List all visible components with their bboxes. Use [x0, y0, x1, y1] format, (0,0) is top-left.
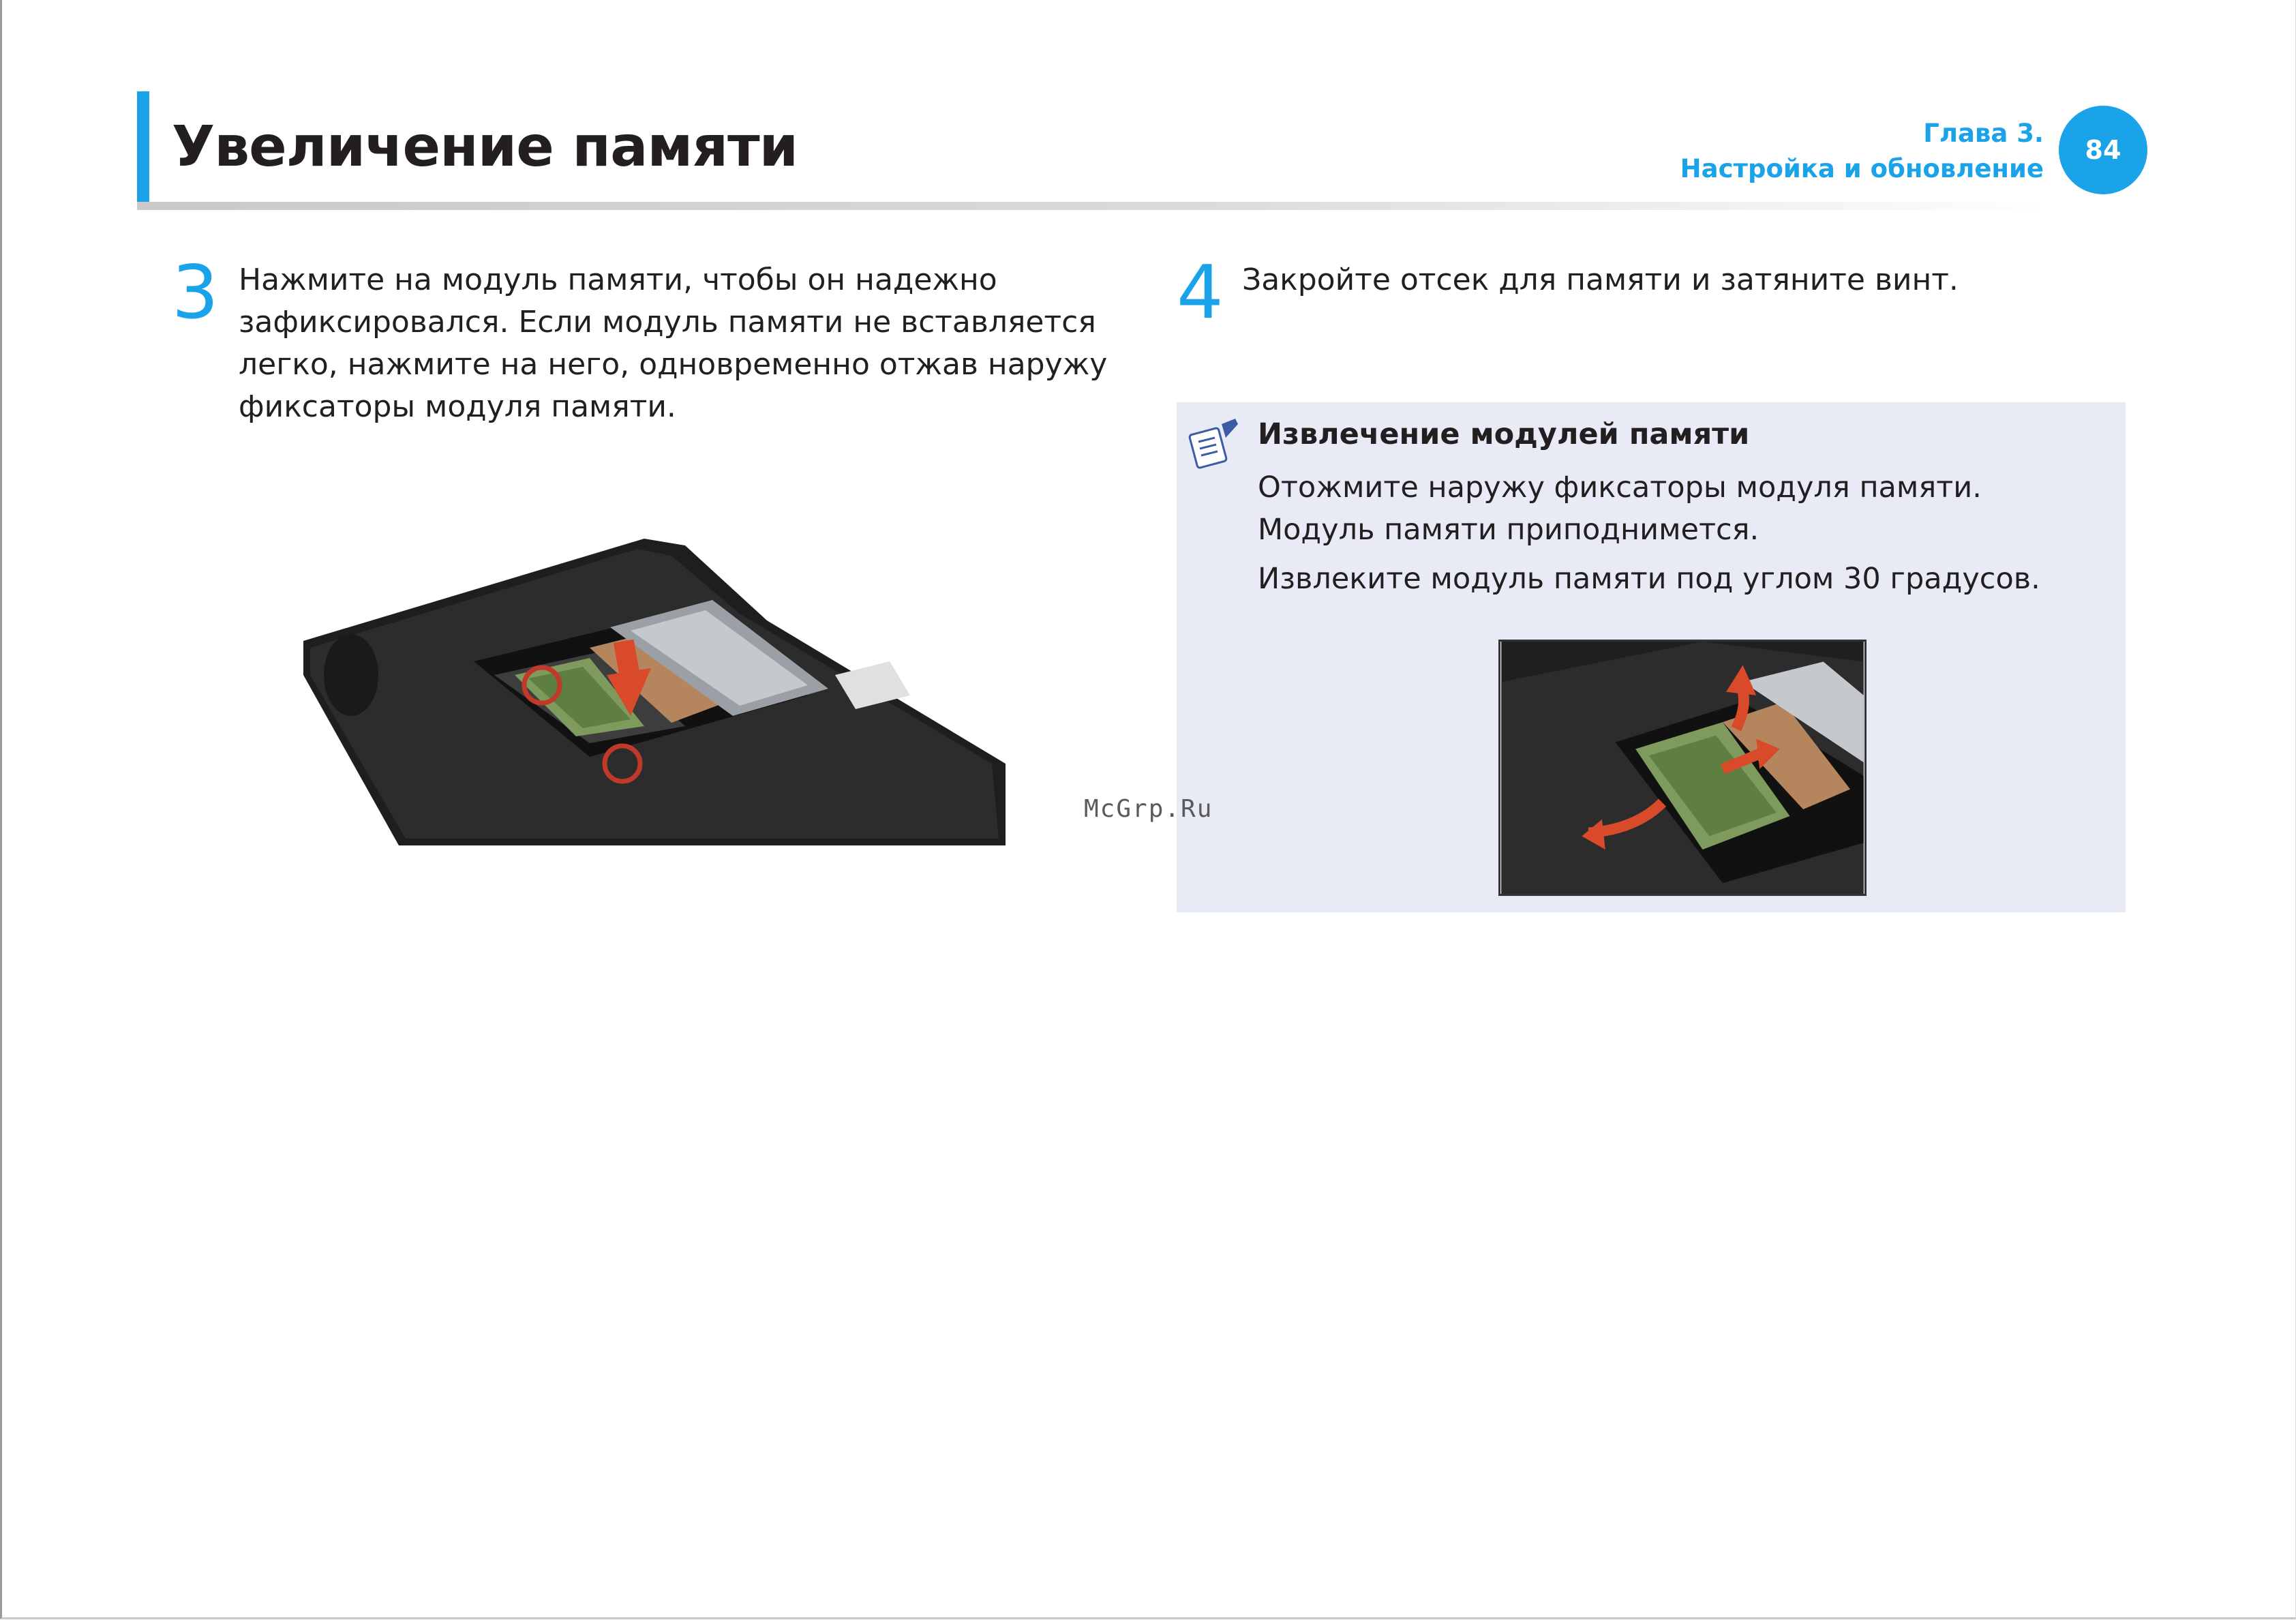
chapter-title: Настройка и обновление	[1680, 154, 2044, 183]
step-3-line: Нажмите на модуль памяти, чтобы он надежно	[239, 262, 997, 297]
step-3-number: 3	[172, 250, 219, 335]
memory-removal-illustration	[1498, 640, 1867, 896]
step-3-line: легко, нажмите на него, одновременно отжав наружу	[239, 347, 1108, 382]
step-3-line: зафиксировался. Если модуль памяти не вставляется	[239, 305, 1096, 340]
chapter-number: Глава 3.	[1923, 119, 2044, 148]
laptop-memory-insert-illustration	[290, 539, 1006, 845]
step-4-text: Закройте отсек для памяти и затяните винт.	[1242, 262, 1959, 297]
page-title: Увеличение памяти	[172, 115, 798, 179]
page-number: 84	[2085, 135, 2121, 165]
step-3-line: фиксаторы модуля памяти.	[239, 389, 676, 424]
chapter-label	[1680, 116, 2044, 187]
note-line: Отожмите наружу фиксаторы модуля памяти.	[1258, 470, 1982, 505]
step-3-text	[239, 259, 1107, 428]
watermark: McGrp.Ru	[1084, 795, 1213, 823]
note-pencil-icon	[1188, 417, 1242, 472]
title-accent-bar	[137, 91, 149, 203]
note-line: Модуль памяти приподнимется.	[1258, 513, 1759, 547]
note-line: Извлеките модуль памяти под углом 30 градусов.	[1258, 562, 2040, 596]
step-4-number: 4	[1177, 250, 1224, 335]
note-title: Извлечение модулей памяти	[1258, 417, 1750, 451]
page-number-badge	[2059, 106, 2147, 194]
title-divider	[137, 202, 2046, 210]
